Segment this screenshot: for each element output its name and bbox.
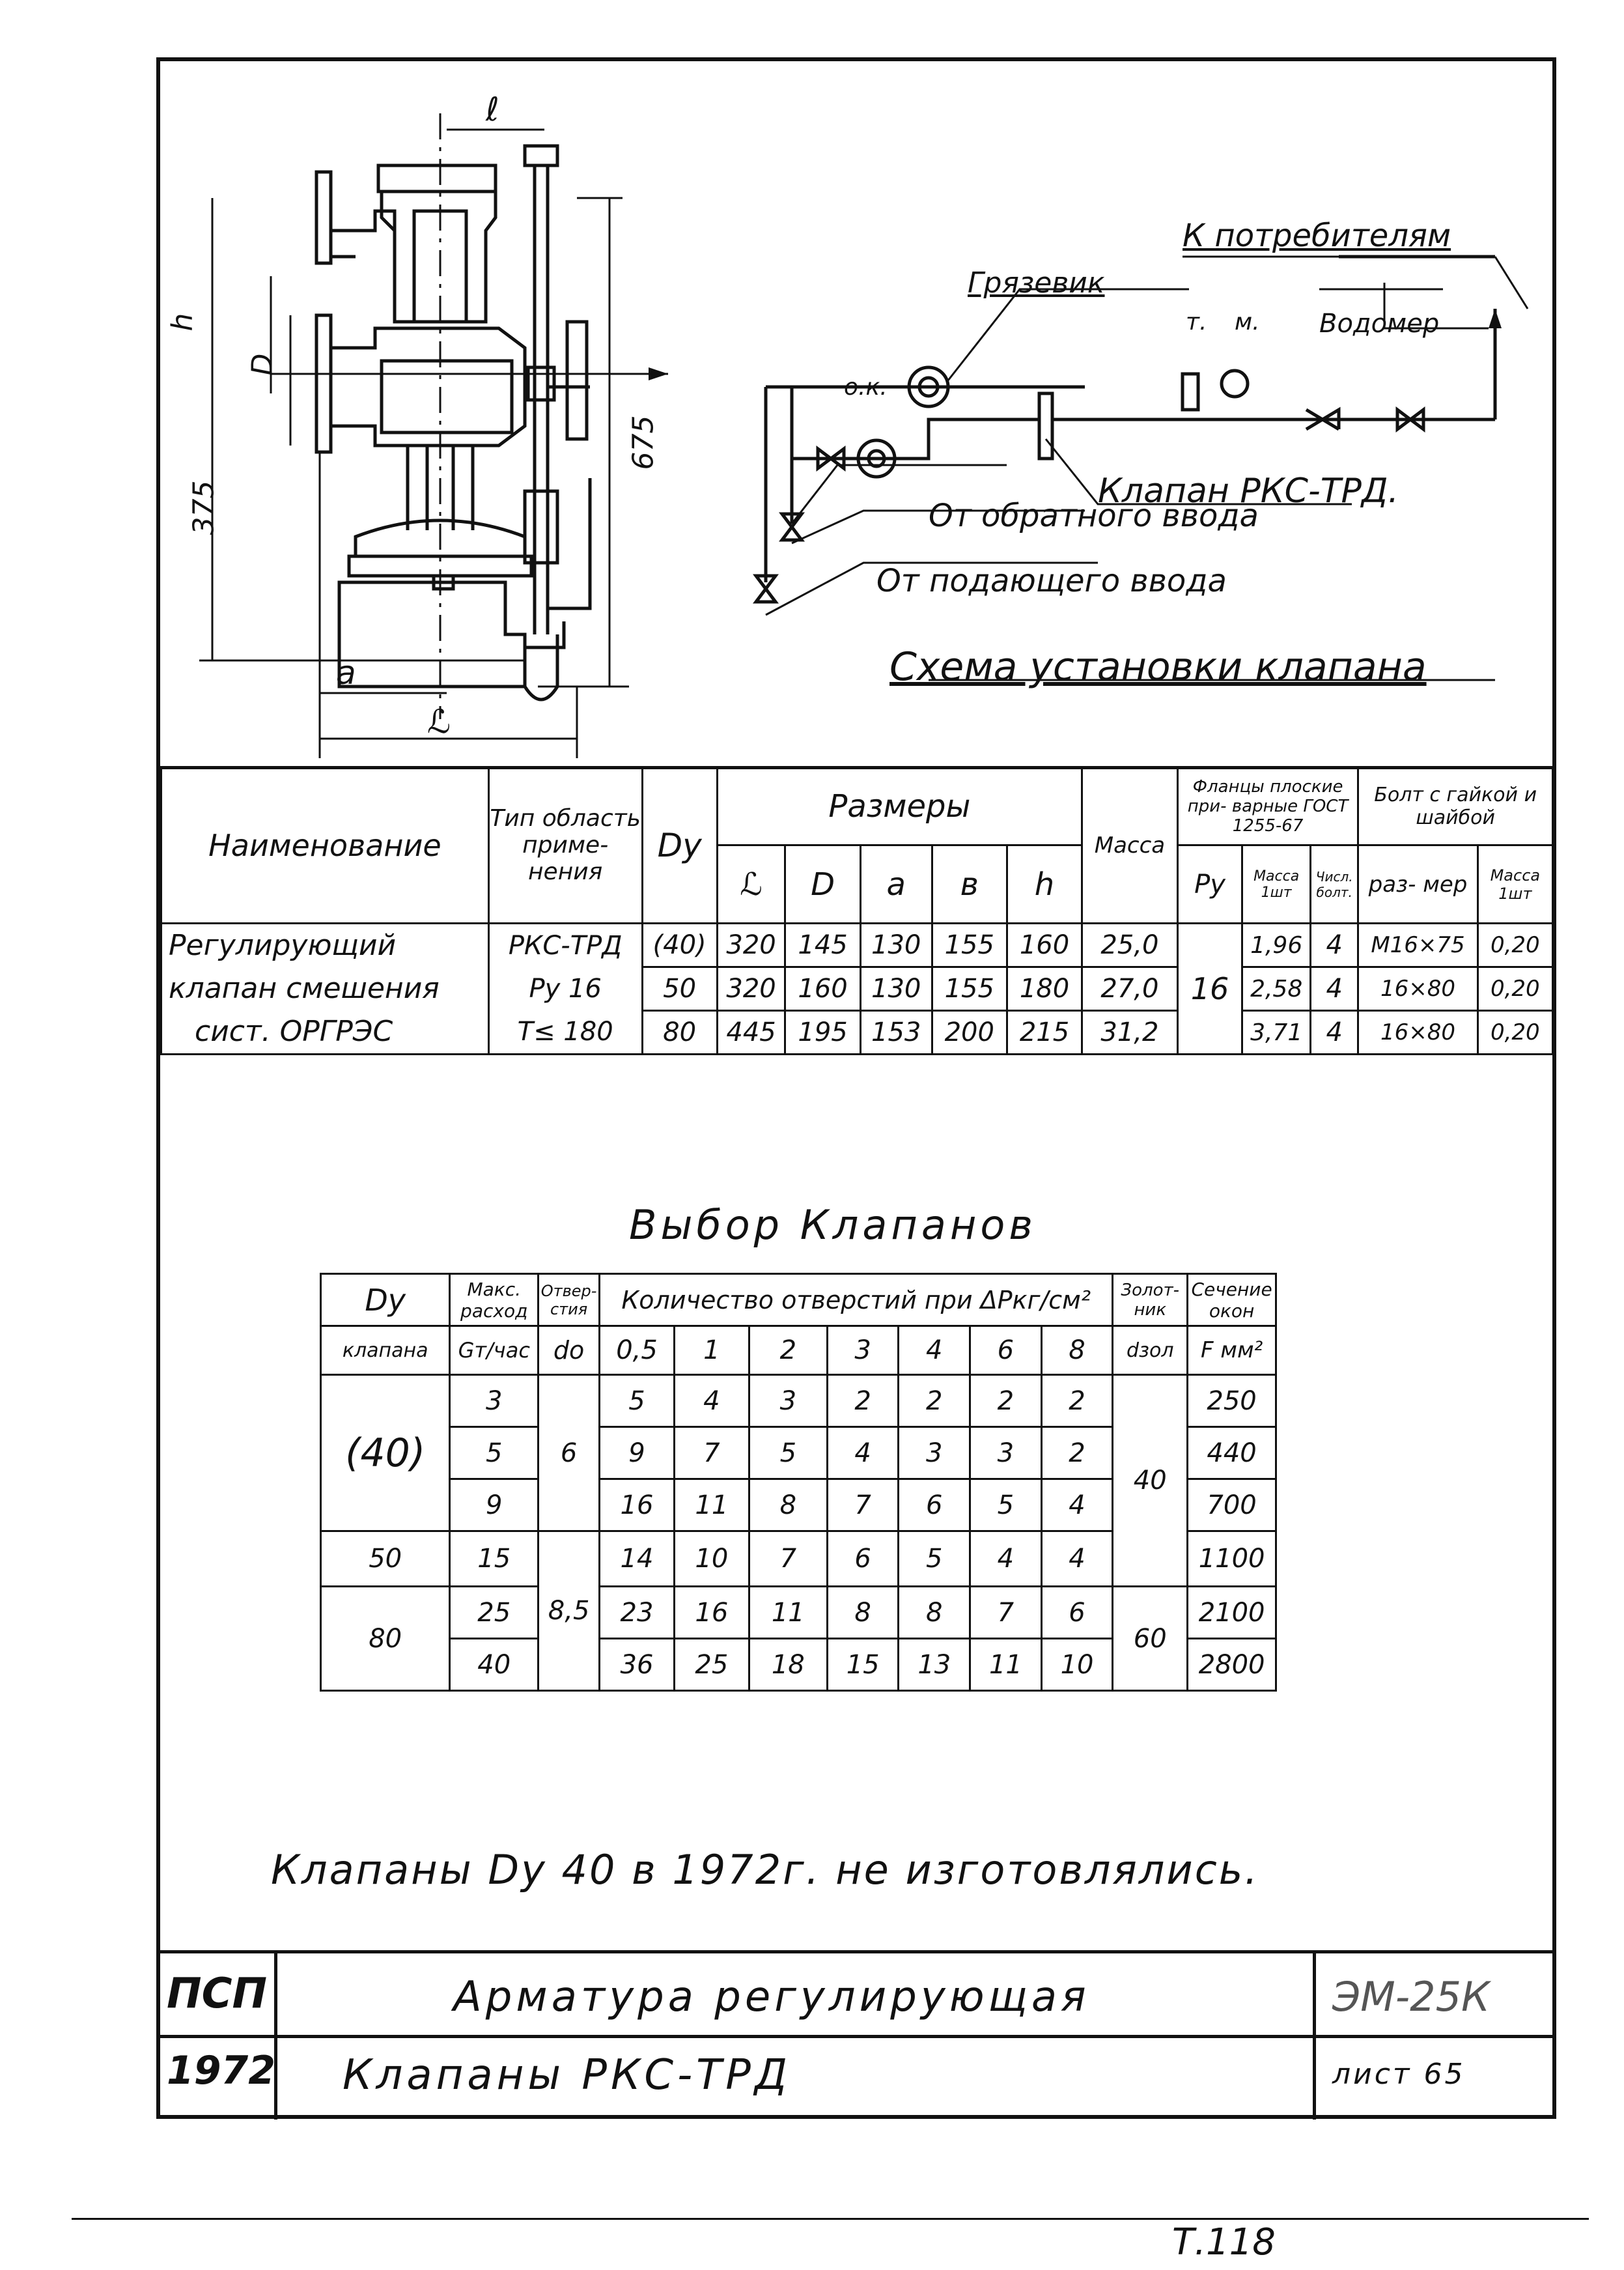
row3-bmass: 0,20 bbox=[1477, 1011, 1552, 1055]
row2-bmass: 0,20 bbox=[1477, 967, 1552, 1011]
valve-drawing bbox=[160, 61, 746, 765]
row3-qty: 4 bbox=[1311, 1011, 1358, 1055]
sel-r1-c2: 4 bbox=[674, 1375, 749, 1427]
sel-r1-c5: 2 bbox=[899, 1375, 970, 1427]
type-line-1: РКС-ТРД bbox=[508, 931, 623, 961]
t-label: т. bbox=[1186, 309, 1207, 335]
hdr-size-D: D bbox=[785, 845, 860, 924]
dim-a: a bbox=[336, 654, 356, 692]
sel-r1-c6: 2 bbox=[970, 1375, 1042, 1427]
sel-dy-40: (40) bbox=[321, 1375, 450, 1531]
sel-r4-c3: 7 bbox=[749, 1531, 827, 1587]
hdr-bolt-mass: Масса 1шт bbox=[1477, 845, 1552, 924]
sel-r2-f: 440 bbox=[1188, 1427, 1276, 1479]
sel-r6-g: 40 bbox=[450, 1639, 539, 1691]
dim-L: ℒ bbox=[427, 703, 451, 741]
dim-D: D bbox=[245, 353, 279, 376]
row1-D: 145 bbox=[785, 924, 860, 967]
row3-dy: 80 bbox=[642, 1011, 717, 1055]
sel-r2-c7: 2 bbox=[1041, 1427, 1113, 1479]
row1-a: 130 bbox=[860, 924, 932, 967]
sel-d0-85: 8,5 bbox=[539, 1531, 600, 1691]
sel-r4-c1: 14 bbox=[600, 1531, 675, 1587]
hdr-size-b: в bbox=[932, 845, 1007, 924]
scheme-caption: Схема установки клапана bbox=[889, 644, 1427, 690]
sel-r3-c2: 11 bbox=[674, 1479, 749, 1531]
row2-b: 155 bbox=[932, 967, 1007, 1011]
sel-r6-c2: 25 bbox=[674, 1639, 749, 1691]
hdr-type: Тип область приме- нения bbox=[488, 767, 642, 924]
sel-r3-g: 9 bbox=[450, 1479, 539, 1531]
py-value: 16 bbox=[1177, 924, 1242, 1055]
sel-r3-c6: 5 bbox=[970, 1479, 1042, 1531]
sheet-number: лист 65 bbox=[1332, 2058, 1466, 2091]
sel-r3-f: 700 bbox=[1188, 1479, 1276, 1531]
hdr-flange-mass: Масса 1шт bbox=[1242, 845, 1311, 924]
selection-note: Клапаны Dу 40 в 1972г. не изготовлялись. bbox=[271, 1846, 1260, 1894]
hdr-dy: Dу bbox=[642, 767, 717, 924]
title-line-2: Клапаны РКС-ТРД bbox=[343, 2051, 791, 2099]
row2-h: 180 bbox=[1007, 967, 1082, 1011]
row1-bolt: М16×75 bbox=[1358, 924, 1477, 967]
row1-mass: 25,0 bbox=[1082, 924, 1178, 967]
dim-b: ℓ bbox=[486, 91, 499, 128]
to-consumers-label: К потребителям bbox=[1183, 218, 1451, 254]
page-number: Т.118 bbox=[1172, 2221, 1276, 2263]
sel-r3-c3: 8 bbox=[749, 1479, 827, 1531]
sel-r5-c7: 6 bbox=[1041, 1587, 1113, 1639]
sel-dp-7: 8 bbox=[1041, 1326, 1113, 1375]
row2-D: 160 bbox=[785, 967, 860, 1011]
sel-r5-f: 2100 bbox=[1188, 1587, 1276, 1639]
hdr-size-h: h bbox=[1007, 845, 1082, 924]
sel-r3-c5: 6 bbox=[899, 1479, 970, 1531]
sel-dp-5: 4 bbox=[899, 1326, 970, 1375]
sel-r1-f: 250 bbox=[1188, 1375, 1276, 1427]
title-block-left-divider bbox=[274, 1950, 277, 2120]
row2-mass: 27,0 bbox=[1082, 967, 1178, 1011]
selection-table bbox=[320, 1273, 1277, 1692]
sel-r6-c7: 10 bbox=[1041, 1639, 1113, 1691]
name-line-1: Регулирующий bbox=[169, 929, 397, 962]
row1-b: 155 bbox=[932, 924, 1007, 967]
sel-r6-c1: 36 bbox=[600, 1639, 675, 1691]
sel-r4-c4: 6 bbox=[827, 1531, 899, 1587]
from-supply-label: От подающего ввода bbox=[876, 563, 1227, 599]
row2-qty: 4 bbox=[1311, 967, 1358, 1011]
row1-h: 160 bbox=[1007, 924, 1082, 967]
dim-h: h bbox=[165, 313, 199, 332]
sel-hdr-spool: Золот- ник bbox=[1113, 1274, 1188, 1326]
sel-dy-50: 50 bbox=[321, 1531, 450, 1587]
dim-375: 375 bbox=[187, 480, 221, 535]
sel-r1-c3: 3 bbox=[749, 1375, 827, 1427]
hdr-sizes: Размеры bbox=[717, 767, 1082, 845]
sel-r2-c4: 4 bbox=[827, 1427, 899, 1479]
sel-r5-c2: 16 bbox=[674, 1587, 749, 1639]
org-label: ПСП bbox=[167, 1970, 268, 2018]
sel-d0-6: 6 bbox=[539, 1375, 600, 1531]
row3-mass: 31,2 bbox=[1082, 1011, 1178, 1055]
sel-r1-g: 3 bbox=[450, 1375, 539, 1427]
sel-sub-dzol: dзол bbox=[1113, 1326, 1188, 1375]
sel-r3-c7: 4 bbox=[1041, 1479, 1113, 1531]
sel-r4-c6: 4 bbox=[970, 1531, 1042, 1587]
sel-dy-80: 80 bbox=[321, 1587, 450, 1691]
sel-r5-c5: 8 bbox=[899, 1587, 970, 1639]
sel-r6-c5: 13 bbox=[899, 1639, 970, 1691]
sel-r6-c3: 18 bbox=[749, 1639, 827, 1691]
sel-r5-c1: 23 bbox=[600, 1587, 675, 1639]
row2-L: 320 bbox=[717, 967, 785, 1011]
type-cell bbox=[488, 924, 642, 1055]
sel-r2-c1: 9 bbox=[600, 1427, 675, 1479]
sel-r5-c3: 11 bbox=[749, 1587, 827, 1639]
title-block-mid bbox=[160, 2035, 1554, 2038]
spec-table bbox=[160, 766, 1554, 1055]
sel-sub-g: Gт/час bbox=[450, 1326, 539, 1375]
sel-hdr-maxflow: Макс. расход bbox=[450, 1274, 539, 1326]
row1-L: 320 bbox=[717, 924, 785, 967]
sel-r3-c1: 16 bbox=[600, 1479, 675, 1531]
sel-r2-c6: 3 bbox=[970, 1427, 1042, 1479]
sel-hdr-dy: Dу bbox=[321, 1274, 450, 1326]
name-cell bbox=[161, 924, 489, 1055]
hdr-bolt: Болт с гайкой и шайбой bbox=[1358, 767, 1553, 845]
sel-dp-2: 1 bbox=[674, 1326, 749, 1375]
sel-r6-f: 2800 bbox=[1188, 1639, 1276, 1691]
row1-fmass: 1,96 bbox=[1242, 924, 1311, 967]
bottom-rule bbox=[72, 2218, 1589, 2220]
sel-sub-d0: dо bbox=[539, 1326, 600, 1375]
hdr-qty: Числ. болт. bbox=[1311, 845, 1358, 924]
sel-r4-c2: 10 bbox=[674, 1531, 749, 1587]
row3-L: 445 bbox=[717, 1011, 785, 1055]
row3-bolt: 16×80 bbox=[1358, 1011, 1477, 1055]
sel-r4-c5: 5 bbox=[899, 1531, 970, 1587]
selection-title: Выбор Клапанов bbox=[629, 1201, 1037, 1249]
sel-r4-f: 1100 bbox=[1188, 1531, 1276, 1587]
sel-dp-6: 6 bbox=[970, 1326, 1042, 1375]
row2-dy: 50 bbox=[642, 967, 717, 1011]
sel-r5-c6: 7 bbox=[970, 1587, 1042, 1639]
drawing-code: ЭМ-25К bbox=[1332, 1973, 1491, 2021]
type-line-3: T≤ 180 bbox=[517, 1017, 613, 1047]
sel-r2-c2: 7 bbox=[674, 1427, 749, 1479]
hdr-flanges: Фланцы плоские при- варные ГОСТ 1255-67 bbox=[1177, 767, 1358, 845]
sel-r1-c7: 2 bbox=[1041, 1375, 1113, 1427]
row2-a: 130 bbox=[860, 967, 932, 1011]
hdr-name: Наименование bbox=[161, 767, 489, 924]
sel-dp-1: 0,5 bbox=[600, 1326, 675, 1375]
drawing-sheet bbox=[156, 57, 1556, 2119]
sel-sub-f: F мм² bbox=[1188, 1326, 1276, 1375]
sel-r1-c1: 5 bbox=[600, 1375, 675, 1427]
type-line-2: Pу 16 bbox=[529, 974, 602, 1004]
hdr-size-a: a bbox=[860, 845, 932, 924]
sel-r2-c3: 5 bbox=[749, 1427, 827, 1479]
title-line-1: Арматура регулирующая bbox=[453, 1973, 1090, 2021]
row3-b: 200 bbox=[932, 1011, 1007, 1055]
row3-D: 195 bbox=[785, 1011, 860, 1055]
sel-dp-3: 2 bbox=[749, 1326, 827, 1375]
row1-dy: (40) bbox=[642, 924, 717, 967]
sel-r6-c4: 15 bbox=[827, 1639, 899, 1691]
sel-r3-c4: 7 bbox=[827, 1479, 899, 1531]
from-return-label: От обратного ввода bbox=[929, 498, 1259, 534]
title-block-right-divider bbox=[1313, 1950, 1316, 2120]
row1-qty: 4 bbox=[1311, 924, 1358, 967]
row2-bolt: 16×80 bbox=[1358, 967, 1477, 1011]
sel-dzol-40: 40 bbox=[1113, 1375, 1188, 1587]
sel-r2-c5: 3 bbox=[899, 1427, 970, 1479]
row3-fmass: 3,71 bbox=[1242, 1011, 1311, 1055]
sel-hdr-count: Количество отверстий при ΔPкг/см² bbox=[600, 1274, 1113, 1326]
row2-fmass: 2,58 bbox=[1242, 967, 1311, 1011]
sel-r6-c6: 11 bbox=[970, 1639, 1042, 1691]
sel-r5-c4: 8 bbox=[827, 1587, 899, 1639]
sel-dp-4: 3 bbox=[827, 1326, 899, 1375]
sel-hdr-holes: Отвер- стия bbox=[539, 1274, 600, 1326]
sel-dzol-60: 60 bbox=[1113, 1587, 1188, 1691]
row3-h: 215 bbox=[1007, 1011, 1082, 1055]
sel-r5-g: 25 bbox=[450, 1587, 539, 1639]
dim-675: 675 bbox=[626, 415, 660, 470]
sel-sub-dy: клапана bbox=[321, 1326, 450, 1375]
hdr-py: Pу bbox=[1177, 845, 1242, 924]
water-meter-label: Водомер bbox=[1319, 309, 1440, 339]
valve-rks-label: Клапан РКС-ТРД. bbox=[1098, 472, 1399, 511]
name-line-2: клапан смешения bbox=[169, 972, 440, 1005]
title-block-top bbox=[160, 1950, 1554, 1953]
sel-r4-c7: 4 bbox=[1041, 1531, 1113, 1587]
sel-r4-g: 15 bbox=[450, 1531, 539, 1587]
sel-hdr-area: Сечение окон bbox=[1188, 1274, 1276, 1326]
row3-a: 153 bbox=[860, 1011, 932, 1055]
sel-r2-g: 5 bbox=[450, 1427, 539, 1479]
name-line-3: сист. ОРГРЭС bbox=[195, 1015, 393, 1048]
ok-label: о.к. bbox=[844, 374, 888, 401]
year-label: 1972 bbox=[167, 2048, 275, 2093]
hdr-mass: Масса bbox=[1082, 767, 1178, 924]
mud-collector-label: Грязевик bbox=[968, 266, 1105, 300]
row1-bmass: 0,20 bbox=[1477, 924, 1552, 967]
sel-r1-c4: 2 bbox=[827, 1375, 899, 1427]
hdr-size-L: ℒ bbox=[717, 845, 785, 924]
m-label: м. bbox=[1235, 309, 1260, 335]
hdr-bolt-size: раз- мер bbox=[1358, 845, 1477, 924]
